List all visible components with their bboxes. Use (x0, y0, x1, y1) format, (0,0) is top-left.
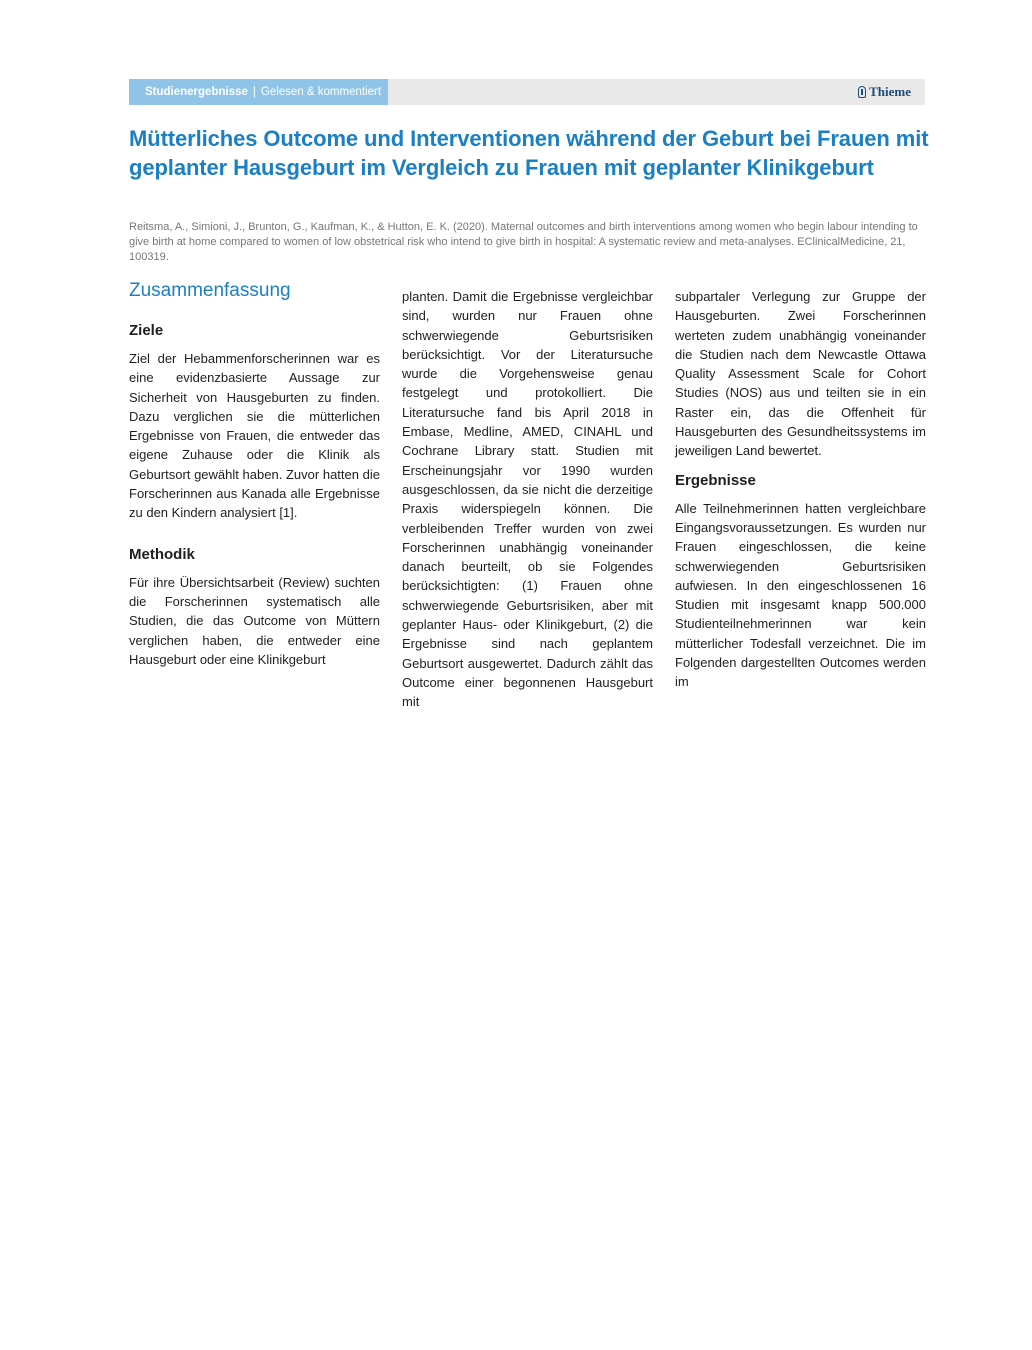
text-column-1 (129, 280, 380, 669)
article-citation: Reitsma, A., Simioni, J., Brunton, G., Kaufman, K., & Hutton, E. K. (2020). Maternal outcomes and birth interventions among women who begin labour intending to give birth at home compared to women of low obstetrical risk who intend to give birth in hospital: A systematic review and meta-analyses. EClinicalMedicine, 21, 100319. (129, 221, 918, 263)
thieme-logo-icon (858, 86, 866, 98)
section-separator: | (252, 86, 256, 98)
section-label: Studienergebnisse (145, 86, 248, 98)
methodik-paragraph-part-1: Für ihre Übersichtsarbeit (Review) suchten die Forscherinnen systematisch alle Studien, die das Outcome von Müttern verglichen haben, die entweder eine Hausgeburt oder eine Klinikgeburt (129, 574, 380, 667)
article-title: Mütterliches Outcome und Interventionen während der Geburt bei Frauen mit geplanter Hausgeburt im Vergleich zu Frauen mit geplanter Klinikgeburt (129, 126, 929, 180)
ergebnisse-paragraph: Alle Teilnehmerinnen hatten vergleichbare Eingangsvoraussetzungen. Es wurden nur Frauen eingeschlossen, die keine schwerwiegenden Geburtsrisiken aufwiesen. In den eingeschlossenen 16 Studien mit insgesamt knapp 500.000 Studienteilnehmerinnen war kein mütterlicher Todesfall verzeichnet. Die im Folgenden dargestellten Outcomes werden im (675, 500, 926, 690)
methodik-heading: Methodik (129, 545, 195, 563)
journal-header-bar (129, 79, 925, 105)
text-column-3 (675, 287, 926, 692)
publisher-logo-text: Thieme (869, 84, 911, 99)
text-column-2 (402, 287, 653, 712)
ergebnisse-heading: Ergebnisse (675, 471, 756, 489)
summary-heading: Zusammenfassung (129, 280, 291, 301)
section-tab (129, 79, 388, 105)
methodik-paragraph-part-2: planten. Damit die Ergebnisse vergleichbar sind, wurden nur Frauen ohne schwerwiegende Geburtsrisiken berücksichtigt. Vor der Literatursuche wurde die Vorgehensweise genau festgelegt und protokolliert. Die Literatursuche fand bis April 2018 in Embase, Medline, AMED, CINAHL und Cochrane Library statt. Studien mit Erscheinungsjahr vor 1990 wurden ausgeschlossen, da sie nicht die derzeitige Praxis widerspiegeln können. Die verbleibenden Treffer wurden von zwei Forscherinnen unabhängig voneinander danach beurteilt, ob sie Folgendes berücksichtigten: (1) Frauen ohne schwerwiegende Geburtsrisiken, aber mit geplanter Haus- oder Klinikgeburt, (2) die Ergebnisse sind nach geplantem Geburtsort ausgewertet. Dadurch zählt das Outcome einer begonnenen Hausgeburt mit (402, 289, 653, 710)
subsection-label: Gelesen & kommentiert (260, 86, 382, 98)
publisher-logo (858, 79, 911, 105)
ziele-heading: Ziele (129, 322, 164, 339)
methodik-paragraph-part-3: subpartaler Verlegung zur Gruppe der Hausgeburten. Zwei Forscherinnen werteten zudem unabhängig voneinander die Studien nach dem Newcastle Ottawa Quality Assessment Scale for Cohort Studies (NOS) aus und teilten sie in ein Raster ein, das die Offenheit für Hausgeburten des Gesundheitssystems im jeweiligen Land bewertet. (675, 289, 926, 459)
ziele-paragraph: Ziel der Hebammenforscherinnen war es eine evidenzbasierte Aussage zur Sicherheit von Hausgeburten zu finden. Dazu verglichen sie die mütterlichen Ergebnisse von Frauen, die entweder das eigene Zuhause oder die Klinik als Geburtsort gewählt haben. Zuvor hatten die Forscherinnen aus Kanada alle Ergebnisse zu den Kindern analysiert [1]. (129, 351, 380, 521)
